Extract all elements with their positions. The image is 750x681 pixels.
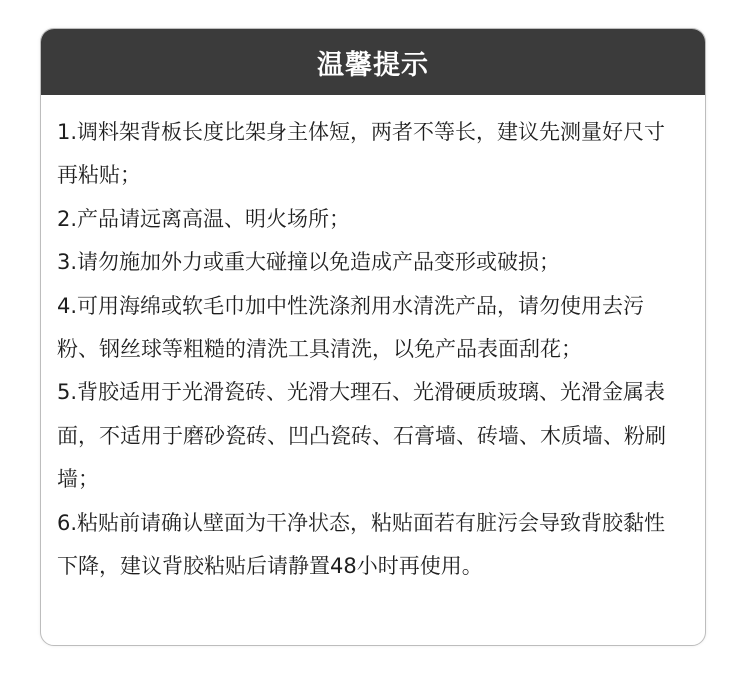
note-item-6: 6.粘贴前请确认壁面为干净状态，粘贴面若有脏污会导致背胶黏性下降，建议背胶粘贴后请静置48小时再使用。 [57,510,666,579]
note-item-3: 3.请勿施加外力或重大碰撞以免造成产品变形或破损； [57,250,561,275]
note-item-1: 1.调料架背板长度比架身主体短，两者不等长，建议先测量好尺寸再粘贴； [57,120,666,188]
notice-header [41,29,705,95]
notice-card [40,28,706,646]
note-item-5: 5.背胶适用于光滑瓷砖、光滑大理石、光滑硬质玻璃、光滑金属表面，不适用于磨砂瓷砖、凹凸瓷砖、石膏墙、砖墙、木质墙、粉刷墙； [57,380,666,492]
note-item-4: 4.可用海绵或软毛巾加中性洗涤剂用水清洗产品，请勿使用去污粉、钢丝球等粗糙的清洗工具清洗，以免产品表面刮花； [57,293,645,362]
notice-content [41,95,705,588]
notice-title: 温馨提示 [317,49,429,81]
note-item-2: 2.产品请远离高温、明火场所； [57,206,351,231]
